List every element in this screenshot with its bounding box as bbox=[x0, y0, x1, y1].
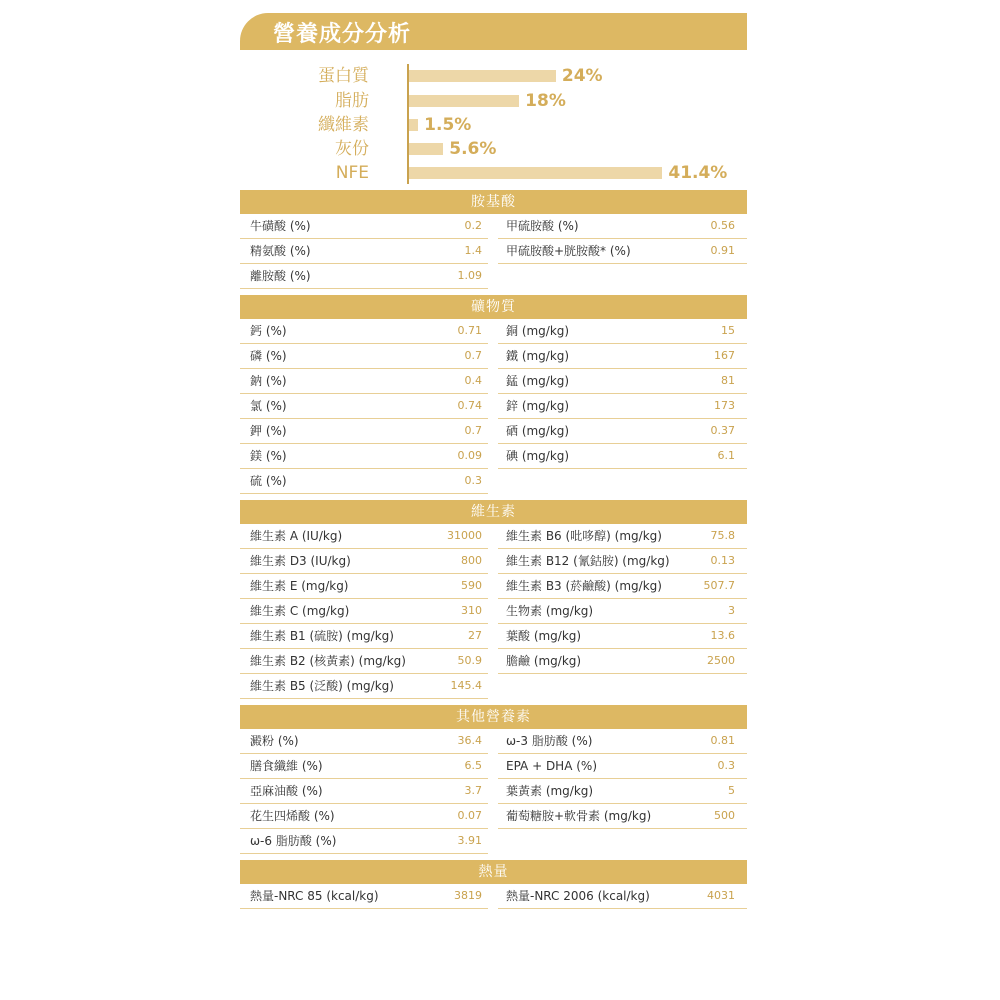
nutrient-value: 75.8 bbox=[710, 529, 735, 542]
table-row bbox=[240, 804, 747, 829]
nutrient-label: 膳食纖維 (%) bbox=[250, 759, 323, 773]
empty-cell bbox=[498, 829, 747, 853]
bar-row bbox=[240, 64, 747, 88]
table-cell bbox=[240, 524, 488, 549]
table-cell bbox=[498, 649, 747, 674]
nutrient-label: 葉黃素 (mg/kg) bbox=[506, 784, 594, 798]
table-cell bbox=[498, 344, 747, 369]
nutrient-label: 硒 (mg/kg) bbox=[506, 424, 570, 438]
table-row bbox=[240, 599, 747, 624]
nutrient-label: 碘 (mg/kg) bbox=[506, 449, 570, 463]
nutrient-label: 精氨酸 (%) bbox=[250, 244, 311, 258]
table-cell bbox=[498, 239, 747, 264]
bar-category-label: 纖維素 bbox=[318, 115, 369, 135]
nutrient-label: 維生素 B1 (硫胺) (mg/kg) bbox=[250, 629, 394, 643]
nutrient-value: 36.4 bbox=[457, 734, 482, 747]
nutrient-value: 167 bbox=[714, 349, 735, 362]
nutrient-value: 310 bbox=[461, 604, 482, 617]
bar-row bbox=[240, 161, 747, 185]
page-title: 營養成分分析 bbox=[273, 22, 412, 47]
table-row bbox=[240, 649, 747, 674]
section-rows bbox=[240, 729, 747, 854]
table-cell bbox=[498, 369, 747, 394]
nutrient-label: 亞麻油酸 (%) bbox=[250, 784, 323, 798]
nutrient-label: 鈣 (%) bbox=[250, 324, 287, 338]
table-cell bbox=[498, 779, 747, 804]
nutrient-label: 維生素 B3 (菸鹼酸) (mg/kg) bbox=[506, 579, 662, 593]
section-rows bbox=[240, 214, 747, 289]
nutrient-label: 維生素 E (mg/kg) bbox=[250, 579, 349, 593]
nutrient-label: 氯 (%) bbox=[250, 399, 287, 413]
table-cell bbox=[498, 754, 747, 779]
nutrient-label: 維生素 B12 (氰鈷胺) (mg/kg) bbox=[506, 554, 670, 568]
table-cell bbox=[498, 419, 747, 444]
nutrient-value: 6.1 bbox=[717, 449, 735, 462]
nutrient-value: 173 bbox=[714, 399, 735, 412]
table-row bbox=[240, 469, 747, 494]
nutrient-label: 錳 (mg/kg) bbox=[506, 374, 570, 388]
nutrient-label: 鐵 (mg/kg) bbox=[506, 349, 570, 363]
nutrient-value: 3.91 bbox=[457, 834, 482, 847]
table-cell bbox=[240, 214, 488, 239]
table-cell bbox=[240, 779, 488, 804]
table-row bbox=[240, 214, 747, 239]
table-row bbox=[240, 369, 747, 394]
table-cell bbox=[498, 624, 747, 649]
nutrient-label: 磷 (%) bbox=[250, 349, 287, 363]
nutrient-label: 膽鹼 (mg/kg) bbox=[506, 654, 582, 668]
table-cell bbox=[498, 394, 747, 419]
nutrient-value: 81 bbox=[721, 374, 735, 387]
section-rows bbox=[240, 884, 747, 909]
table-row bbox=[240, 549, 747, 574]
nutrient-label: 維生素 B5 (泛酸) (mg/kg) bbox=[250, 679, 394, 693]
nutrient-value: 1.4 bbox=[464, 244, 482, 257]
empty-cell bbox=[498, 674, 747, 698]
nutrient-label: 鋅 (mg/kg) bbox=[506, 399, 570, 413]
nutrient-label: 熱量-NRC 2006 (kcal/kg) bbox=[506, 889, 650, 903]
bar bbox=[409, 143, 443, 155]
nutrient-label: 葡萄糖胺+軟骨素 (mg/kg) bbox=[506, 809, 652, 823]
nutrient-label: 葉酸 (mg/kg) bbox=[506, 629, 582, 643]
nutrient-value: 1.09 bbox=[457, 269, 482, 282]
table-row bbox=[240, 729, 747, 754]
table-cell bbox=[240, 394, 488, 419]
nutrient-value: 0.56 bbox=[710, 219, 735, 232]
nutrient-label: 鉀 (%) bbox=[250, 424, 287, 438]
bar-value-label: 24% bbox=[561, 66, 603, 86]
nutrient-value: 500 bbox=[714, 809, 735, 822]
table-cell bbox=[498, 319, 747, 344]
table-row bbox=[240, 884, 747, 909]
table-cell bbox=[240, 444, 488, 469]
table-row bbox=[240, 779, 747, 804]
table-cell bbox=[498, 884, 747, 909]
nutrient-label: 維生素 C (mg/kg) bbox=[250, 604, 350, 618]
table-cell bbox=[240, 829, 488, 854]
nutrient-value: 0.4 bbox=[464, 374, 482, 387]
table-row bbox=[240, 419, 747, 444]
nutrient-value: 0.71 bbox=[457, 324, 482, 337]
nutrient-value: 6.5 bbox=[464, 759, 482, 772]
table-cell bbox=[498, 444, 747, 469]
table-cell bbox=[240, 649, 488, 674]
nutrition-tables bbox=[240, 190, 747, 909]
nutrient-label: 甲硫胺酸 (%) bbox=[506, 219, 579, 233]
section-header: 熱量 bbox=[240, 860, 747, 884]
empty-cell bbox=[498, 469, 747, 493]
nutrient-value: 3.7 bbox=[464, 784, 482, 797]
nutrient-value: 0.3 bbox=[717, 759, 735, 772]
nutrient-label: 鎂 (%) bbox=[250, 449, 287, 463]
table-cell bbox=[240, 369, 488, 394]
bar-row bbox=[240, 89, 747, 113]
nutrient-label: 離胺酸 (%) bbox=[250, 269, 311, 283]
table-row bbox=[240, 754, 747, 779]
bar-value-label: 18% bbox=[525, 91, 566, 111]
table-cell bbox=[240, 344, 488, 369]
nutrient-label: 甲硫胺酸+胱胺酸* (%) bbox=[506, 244, 631, 258]
nutrient-value: 0.2 bbox=[464, 219, 482, 232]
table-row bbox=[240, 624, 747, 649]
nutrient-label: 花生四烯酸 (%) bbox=[250, 809, 335, 823]
table-row bbox=[240, 394, 747, 419]
table-cell bbox=[240, 754, 488, 779]
nutrient-value: 31000 bbox=[447, 529, 482, 542]
nutrient-value: 145.4 bbox=[450, 679, 482, 692]
nutrient-label: 維生素 B2 (核黃素) (mg/kg) bbox=[250, 654, 406, 668]
nutrient-value: 3 bbox=[728, 604, 735, 617]
nutrient-label: ω-6 脂肪酸 (%) bbox=[250, 834, 337, 848]
nutrient-value: 0.13 bbox=[710, 554, 735, 567]
bar-category-label: 脂肪 bbox=[335, 91, 369, 111]
section-rows bbox=[240, 524, 747, 699]
table-cell bbox=[498, 574, 747, 599]
nutrient-label: 牛磺酸 (%) bbox=[250, 219, 311, 233]
nutrient-value: 0.7 bbox=[464, 349, 482, 362]
nutrient-value: 507.7 bbox=[703, 579, 735, 592]
section-header: 胺基酸 bbox=[240, 190, 747, 214]
nutrient-value: 5 bbox=[728, 784, 735, 797]
table-cell bbox=[498, 549, 747, 574]
table-row bbox=[240, 344, 747, 369]
table-cell bbox=[240, 624, 488, 649]
table-cell bbox=[240, 574, 488, 599]
table-row bbox=[240, 444, 747, 469]
nutrition-panel bbox=[240, 13, 747, 909]
bar bbox=[409, 70, 556, 82]
nutrient-value: 0.37 bbox=[710, 424, 735, 437]
bar bbox=[409, 119, 418, 131]
table-cell bbox=[498, 804, 747, 829]
nutrient-value: 0.09 bbox=[457, 449, 482, 462]
nutrient-value: 590 bbox=[461, 579, 482, 592]
table-row bbox=[240, 264, 747, 289]
bar-value-label: 5.6% bbox=[449, 139, 497, 159]
bar bbox=[409, 167, 662, 179]
table-cell bbox=[240, 319, 488, 344]
nutrient-value: 0.74 bbox=[457, 399, 482, 412]
table-cell bbox=[498, 524, 747, 549]
bar-row bbox=[240, 113, 747, 137]
bar-value-label: 1.5% bbox=[424, 115, 472, 135]
nutrient-label: 鈉 (%) bbox=[250, 374, 287, 388]
header-banner bbox=[240, 13, 747, 50]
table-cell bbox=[240, 264, 488, 289]
table-cell bbox=[240, 419, 488, 444]
composition-bar-chart bbox=[240, 50, 747, 190]
empty-cell bbox=[498, 264, 747, 288]
table-cell bbox=[240, 599, 488, 624]
table-row bbox=[240, 319, 747, 344]
nutrient-value: 15 bbox=[721, 324, 735, 337]
nutrient-value: 2500 bbox=[707, 654, 735, 667]
section-header: 礦物質 bbox=[240, 295, 747, 319]
table-cell bbox=[498, 214, 747, 239]
nutrient-label: 維生素 A (IU/kg) bbox=[250, 529, 343, 543]
nutrient-value: 50.9 bbox=[457, 654, 482, 667]
section-header: 維生素 bbox=[240, 500, 747, 524]
nutrient-label: ω-3 脂肪酸 (%) bbox=[506, 734, 593, 748]
nutrient-value: 27 bbox=[468, 629, 482, 642]
table-cell bbox=[240, 549, 488, 574]
table-cell bbox=[240, 884, 488, 909]
nutrient-value: 13.6 bbox=[710, 629, 735, 642]
nutrient-label: 銅 (mg/kg) bbox=[506, 324, 570, 338]
nutrient-label: 維生素 B6 (吡哆醇) (mg/kg) bbox=[506, 529, 662, 543]
nutrient-value: 0.07 bbox=[457, 809, 482, 822]
table-row bbox=[240, 674, 747, 699]
nutrient-label: 熱量-NRC 85 (kcal/kg) bbox=[250, 889, 379, 903]
table-row bbox=[240, 524, 747, 549]
bar bbox=[409, 95, 519, 107]
bar-value-label: 41.4% bbox=[668, 163, 728, 183]
nutrient-label: EPA + DHA (%) bbox=[506, 759, 597, 773]
section-header: 其他營養素 bbox=[240, 705, 747, 729]
bar-row bbox=[240, 137, 747, 161]
nutrient-value: 0.7 bbox=[464, 424, 482, 437]
table-cell bbox=[240, 239, 488, 264]
table-cell bbox=[240, 729, 488, 754]
section-rows bbox=[240, 319, 747, 494]
nutrient-label: 生物素 (mg/kg) bbox=[506, 604, 594, 618]
nutrient-label: 硫 (%) bbox=[250, 474, 287, 488]
nutrient-value: 4031 bbox=[707, 889, 735, 902]
table-cell bbox=[498, 729, 747, 754]
table-cell bbox=[240, 469, 488, 494]
table-cell bbox=[240, 804, 488, 829]
nutrient-label: 澱粉 (%) bbox=[250, 734, 299, 748]
table-row bbox=[240, 829, 747, 854]
nutrient-value: 0.81 bbox=[710, 734, 735, 747]
bar-category-label: NFE bbox=[335, 163, 369, 183]
table-row bbox=[240, 574, 747, 599]
nutrient-value: 800 bbox=[461, 554, 482, 567]
table-cell bbox=[498, 599, 747, 624]
nutrient-label: 維生素 D3 (IU/kg) bbox=[250, 554, 351, 568]
nutrient-value: 0.3 bbox=[464, 474, 482, 487]
table-row bbox=[240, 239, 747, 264]
table-cell bbox=[240, 674, 488, 699]
nutrient-value: 3819 bbox=[454, 889, 482, 902]
nutrient-value: 0.91 bbox=[710, 244, 735, 257]
bar-category-label: 灰份 bbox=[335, 139, 369, 159]
bar-category-label: 蛋白質 bbox=[318, 66, 369, 86]
